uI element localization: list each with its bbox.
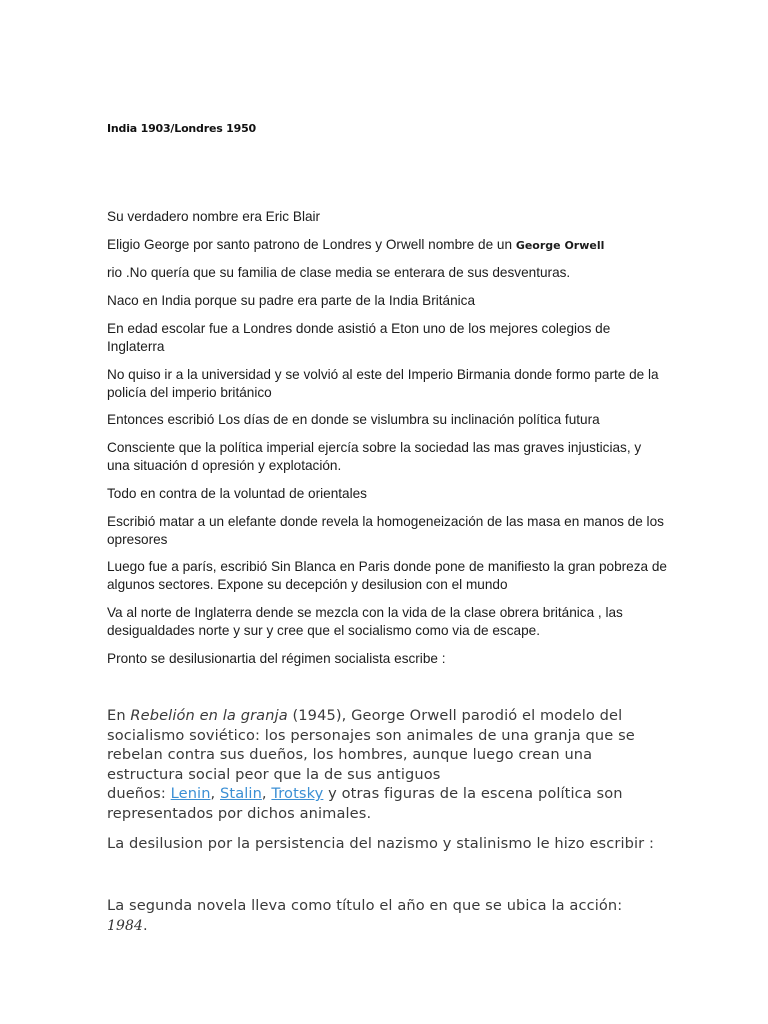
comma-1: , xyxy=(210,785,221,802)
book-year-1984: 1984 xyxy=(107,917,144,934)
rebelion-text-1: (1945), George Orwell parodió el modelo del socialismo soviético: los personajes son animales de una granja que se rebelan contra sus dueños, los hombres, aunque luego crean una estructura social peor que la de sus antiguos xyxy=(107,707,635,783)
page-heading: India 1903/Londres 1950 xyxy=(107,122,257,135)
paragraph-elefante: Escribió matar a un elefante donde revela la homogeneización de las masa en manos de los opresores xyxy=(107,514,664,547)
paragraph-rebelion xyxy=(107,706,667,823)
paragraph-segunda-novela xyxy=(107,896,667,936)
paragraph-paris: Luego fue a parís, escribió Sin Blanca en Paris donde pone de manifiesto la gran pobreza de algunos sectores. Expone su decepción y desilusion con el mundo xyxy=(107,559,667,592)
paragraph-birmania: No quiso ir a la universidad y se volvió al este del Imperio Birmania donde formo parte de la policía del imperio británico xyxy=(107,367,659,400)
segunda-period: . xyxy=(143,916,148,934)
link-stalin[interactable]: Stalin xyxy=(220,785,262,802)
paragraph-desilusion: La desilusion por la persistencia del nazismo y stalinismo le hizo escribir : xyxy=(107,835,654,852)
rebelion-en: En xyxy=(107,707,131,724)
book-title-rebelion: Rebelión en la granja xyxy=(130,707,288,724)
paragraph-pronto: Pronto se desilusionartia del régimen socialista escribe : xyxy=(107,651,446,666)
comma-2: , xyxy=(261,785,272,802)
paragraph-inglaterra: Va al norte de Inglaterra dende se mezcla con la vida de la clase obrera británica , las desigualdades norte y sur y cree que el socialismo como via de escape. xyxy=(107,605,623,638)
paragraph-eligio-text: Eligio George por santo patrono de Londres y Orwell nombre de un xyxy=(107,237,516,252)
inline-bold-name: George Orwell xyxy=(515,239,605,252)
segunda-text: La segunda novela lleva como título el año en que se ubica la acción: xyxy=(107,897,623,914)
link-lenin[interactable]: Lenin xyxy=(170,785,211,802)
paragraph-eton: En edad escolar fue a Londres donde asistió a Eton uno de los mejores colegios de Inglaterra xyxy=(107,321,611,354)
paragraph-india: Naco en India porque su padre era parte de la India Británica xyxy=(107,293,476,308)
rebelion-duenos: dueños: xyxy=(107,785,171,802)
paragraph-consciente: Consciente que la política imperial ejercía sobre la sociedad las mas graves injusticias, y una situación d opresión y explotación. xyxy=(107,440,642,473)
paragraph-eligio xyxy=(107,236,667,255)
paragraph-family: rio .No quería que su familia de clase media se enterara de sus desventuras. xyxy=(107,265,571,280)
paragraph-real-name: Su verdadero nombre era Eric Blair xyxy=(107,209,321,224)
rebelion-text-2: y otras figuras de la escena política son representados por dichos animales. xyxy=(107,785,623,822)
link-trotsky[interactable]: Trotsky xyxy=(271,785,324,802)
paragraph-orientales: Todo en contra de la voluntad de orientales xyxy=(107,486,367,501)
paragraph-dias: Entonces escribió Los días de en donde se vislumbra su inclinación política futura xyxy=(107,412,600,427)
